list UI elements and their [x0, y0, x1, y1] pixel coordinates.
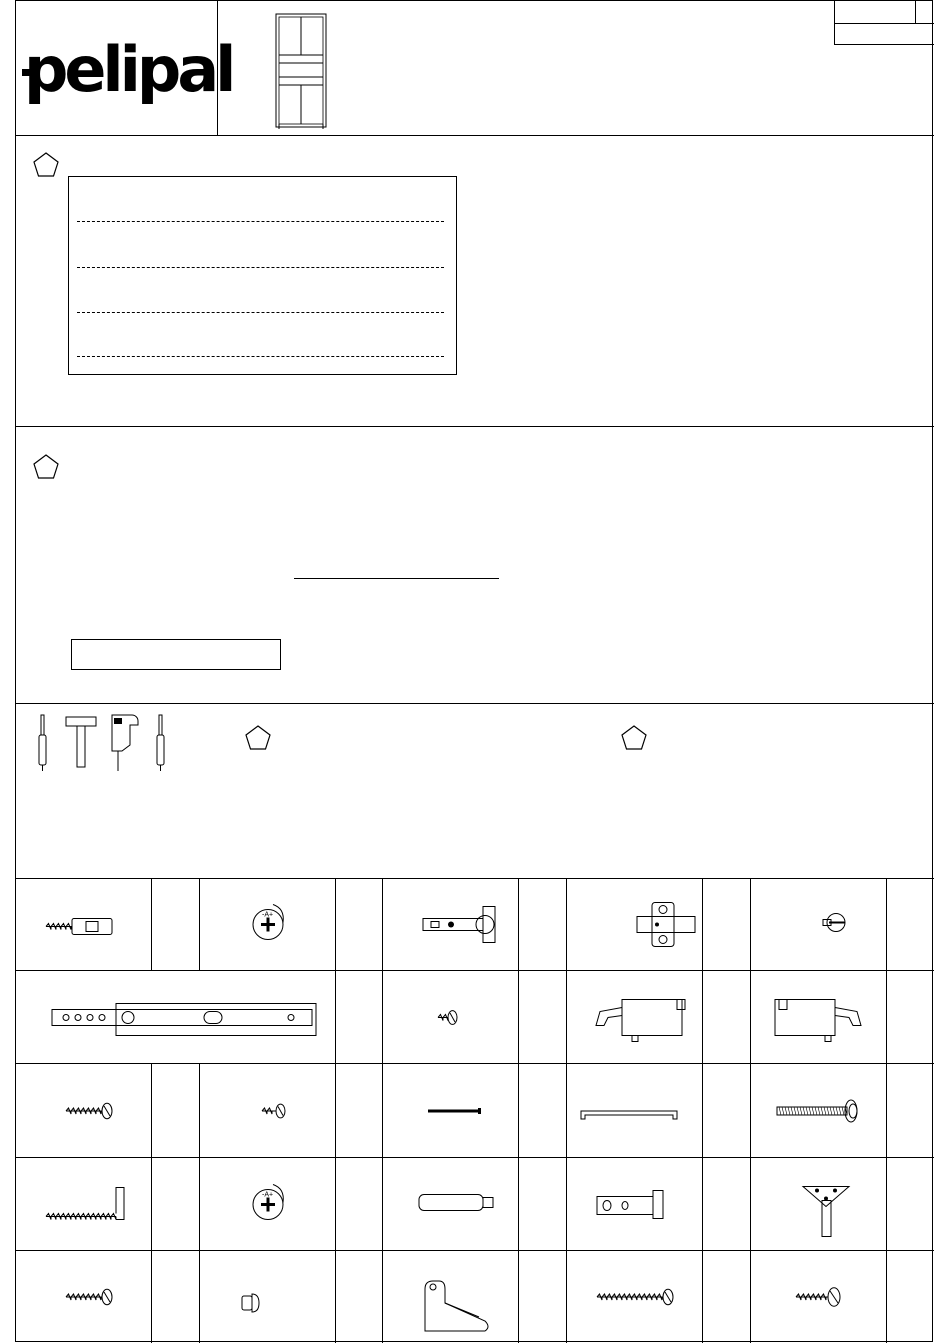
- hardware-item: [383, 1158, 519, 1251]
- hardware-item: [567, 1064, 703, 1158]
- quantity-cell: [519, 878, 567, 971]
- hardware-item: [16, 1251, 152, 1343]
- svg-text:-A+: -A+: [262, 1191, 274, 1199]
- article-code-box: [834, 1, 934, 45]
- quantity-cell: [152, 1064, 200, 1158]
- hardware-item: [751, 1158, 887, 1251]
- hardware-item: [16, 1158, 152, 1251]
- notes-box: [68, 176, 457, 375]
- note-line: [77, 312, 444, 313]
- hinge-plate-icon: [567, 878, 703, 971]
- pentagon-icon: [621, 725, 647, 751]
- note-line: [77, 221, 444, 222]
- quantity-cell: [887, 878, 934, 971]
- quantity-cell: [703, 1158, 751, 1251]
- drawer-runner-icon: [16, 971, 336, 1064]
- hardware-item: [751, 1064, 887, 1158]
- hardware-item: [200, 1158, 336, 1251]
- hardware-item: [16, 971, 336, 1064]
- hardware-item: [16, 878, 152, 971]
- info-box: [71, 639, 281, 670]
- quantity-cell: [703, 971, 751, 1064]
- chipboard-screw-icon: [751, 1251, 887, 1343]
- quantity-cell: [152, 1251, 200, 1343]
- hardware-item: [16, 1064, 152, 1158]
- hardware-item: [751, 878, 887, 971]
- screwdriver-icon: [39, 715, 46, 771]
- quantity-cell: [336, 1158, 383, 1251]
- quantity-cell: [152, 1158, 200, 1251]
- cabinet-illustration: [272, 11, 330, 131]
- wood-screw-icon: [16, 1064, 152, 1158]
- hardware-item: [567, 878, 703, 971]
- hardware-item: [567, 971, 703, 1064]
- quantity-cell: [519, 1158, 567, 1251]
- instruction-sheet: [15, 0, 933, 1342]
- quantity-cell: [519, 1251, 567, 1343]
- brand-logo: pelipal: [24, 33, 233, 106]
- hardware-item: [383, 971, 519, 1064]
- underline: [294, 578, 499, 579]
- logo-cell: [16, 1, 233, 135]
- pentagon-icon: [33, 152, 59, 178]
- small-screw-icon: [383, 971, 519, 1064]
- drill-icon: [112, 715, 138, 771]
- note-line: [77, 267, 444, 268]
- hardware-item: [383, 878, 519, 971]
- quantity-cell: [336, 971, 383, 1064]
- hardware-item: [200, 1064, 336, 1158]
- hardware-grid: [16, 878, 934, 1343]
- screwdriver-icon: [157, 715, 164, 771]
- hardware-item: [751, 971, 887, 1064]
- hardware-item: [383, 1064, 519, 1158]
- angle-bracket-icon: [383, 1251, 519, 1343]
- wall-bracket-icon: [751, 1158, 887, 1251]
- quantity-cell: [703, 1064, 751, 1158]
- quantity-cell: [152, 878, 200, 971]
- quantity-cell: [887, 1251, 934, 1343]
- drawer-bracket-right-icon: [751, 971, 887, 1064]
- quantity-cell: [519, 1064, 567, 1158]
- hinge-icon: [383, 878, 519, 971]
- quantity-cell: [887, 1064, 934, 1158]
- dowel-connector-icon: [16, 878, 152, 971]
- connector-bracket-icon: [567, 1158, 703, 1251]
- wood-screw-icon: [16, 1251, 152, 1343]
- quantity-cell: [703, 1251, 751, 1343]
- wooden-dowel-icon: [383, 1158, 519, 1251]
- hardware-item: [200, 878, 336, 971]
- hardware-item: [567, 1251, 703, 1343]
- quantity-cell: [336, 1251, 383, 1343]
- quantity-cell: [887, 971, 934, 1064]
- nail-icon: [383, 1064, 519, 1158]
- hardware-item: [200, 1251, 336, 1343]
- short-screw-icon: [200, 1064, 336, 1158]
- tools-illustration: [34, 713, 174, 773]
- quantity-cell: [336, 1064, 383, 1158]
- note-line: [77, 356, 444, 357]
- hardware-item: [751, 1251, 887, 1343]
- cam-lock-icon: [200, 1158, 336, 1251]
- machine-bolt-icon: [751, 1064, 887, 1158]
- quantity-cell: [519, 971, 567, 1064]
- handle-icon: [567, 1064, 703, 1158]
- push-pin-icon: [200, 1251, 336, 1343]
- l-hook-icon: [16, 1158, 152, 1251]
- long-screw-icon: [567, 1251, 703, 1343]
- quantity-cell: [887, 1158, 934, 1251]
- hardware-item: [383, 1251, 519, 1343]
- shelf-support-icon: [751, 878, 887, 971]
- hammer-icon: [66, 717, 96, 767]
- drawer-bracket-left-icon: [567, 971, 703, 1064]
- cam-lock-icon: [200, 878, 336, 971]
- hardware-item: [567, 1158, 703, 1251]
- svg-text:-A+: -A+: [262, 911, 274, 919]
- quantity-cell: [336, 878, 383, 971]
- quantity-cell: [703, 878, 751, 971]
- pentagon-icon: [245, 725, 271, 751]
- pentagon-icon: [33, 454, 59, 480]
